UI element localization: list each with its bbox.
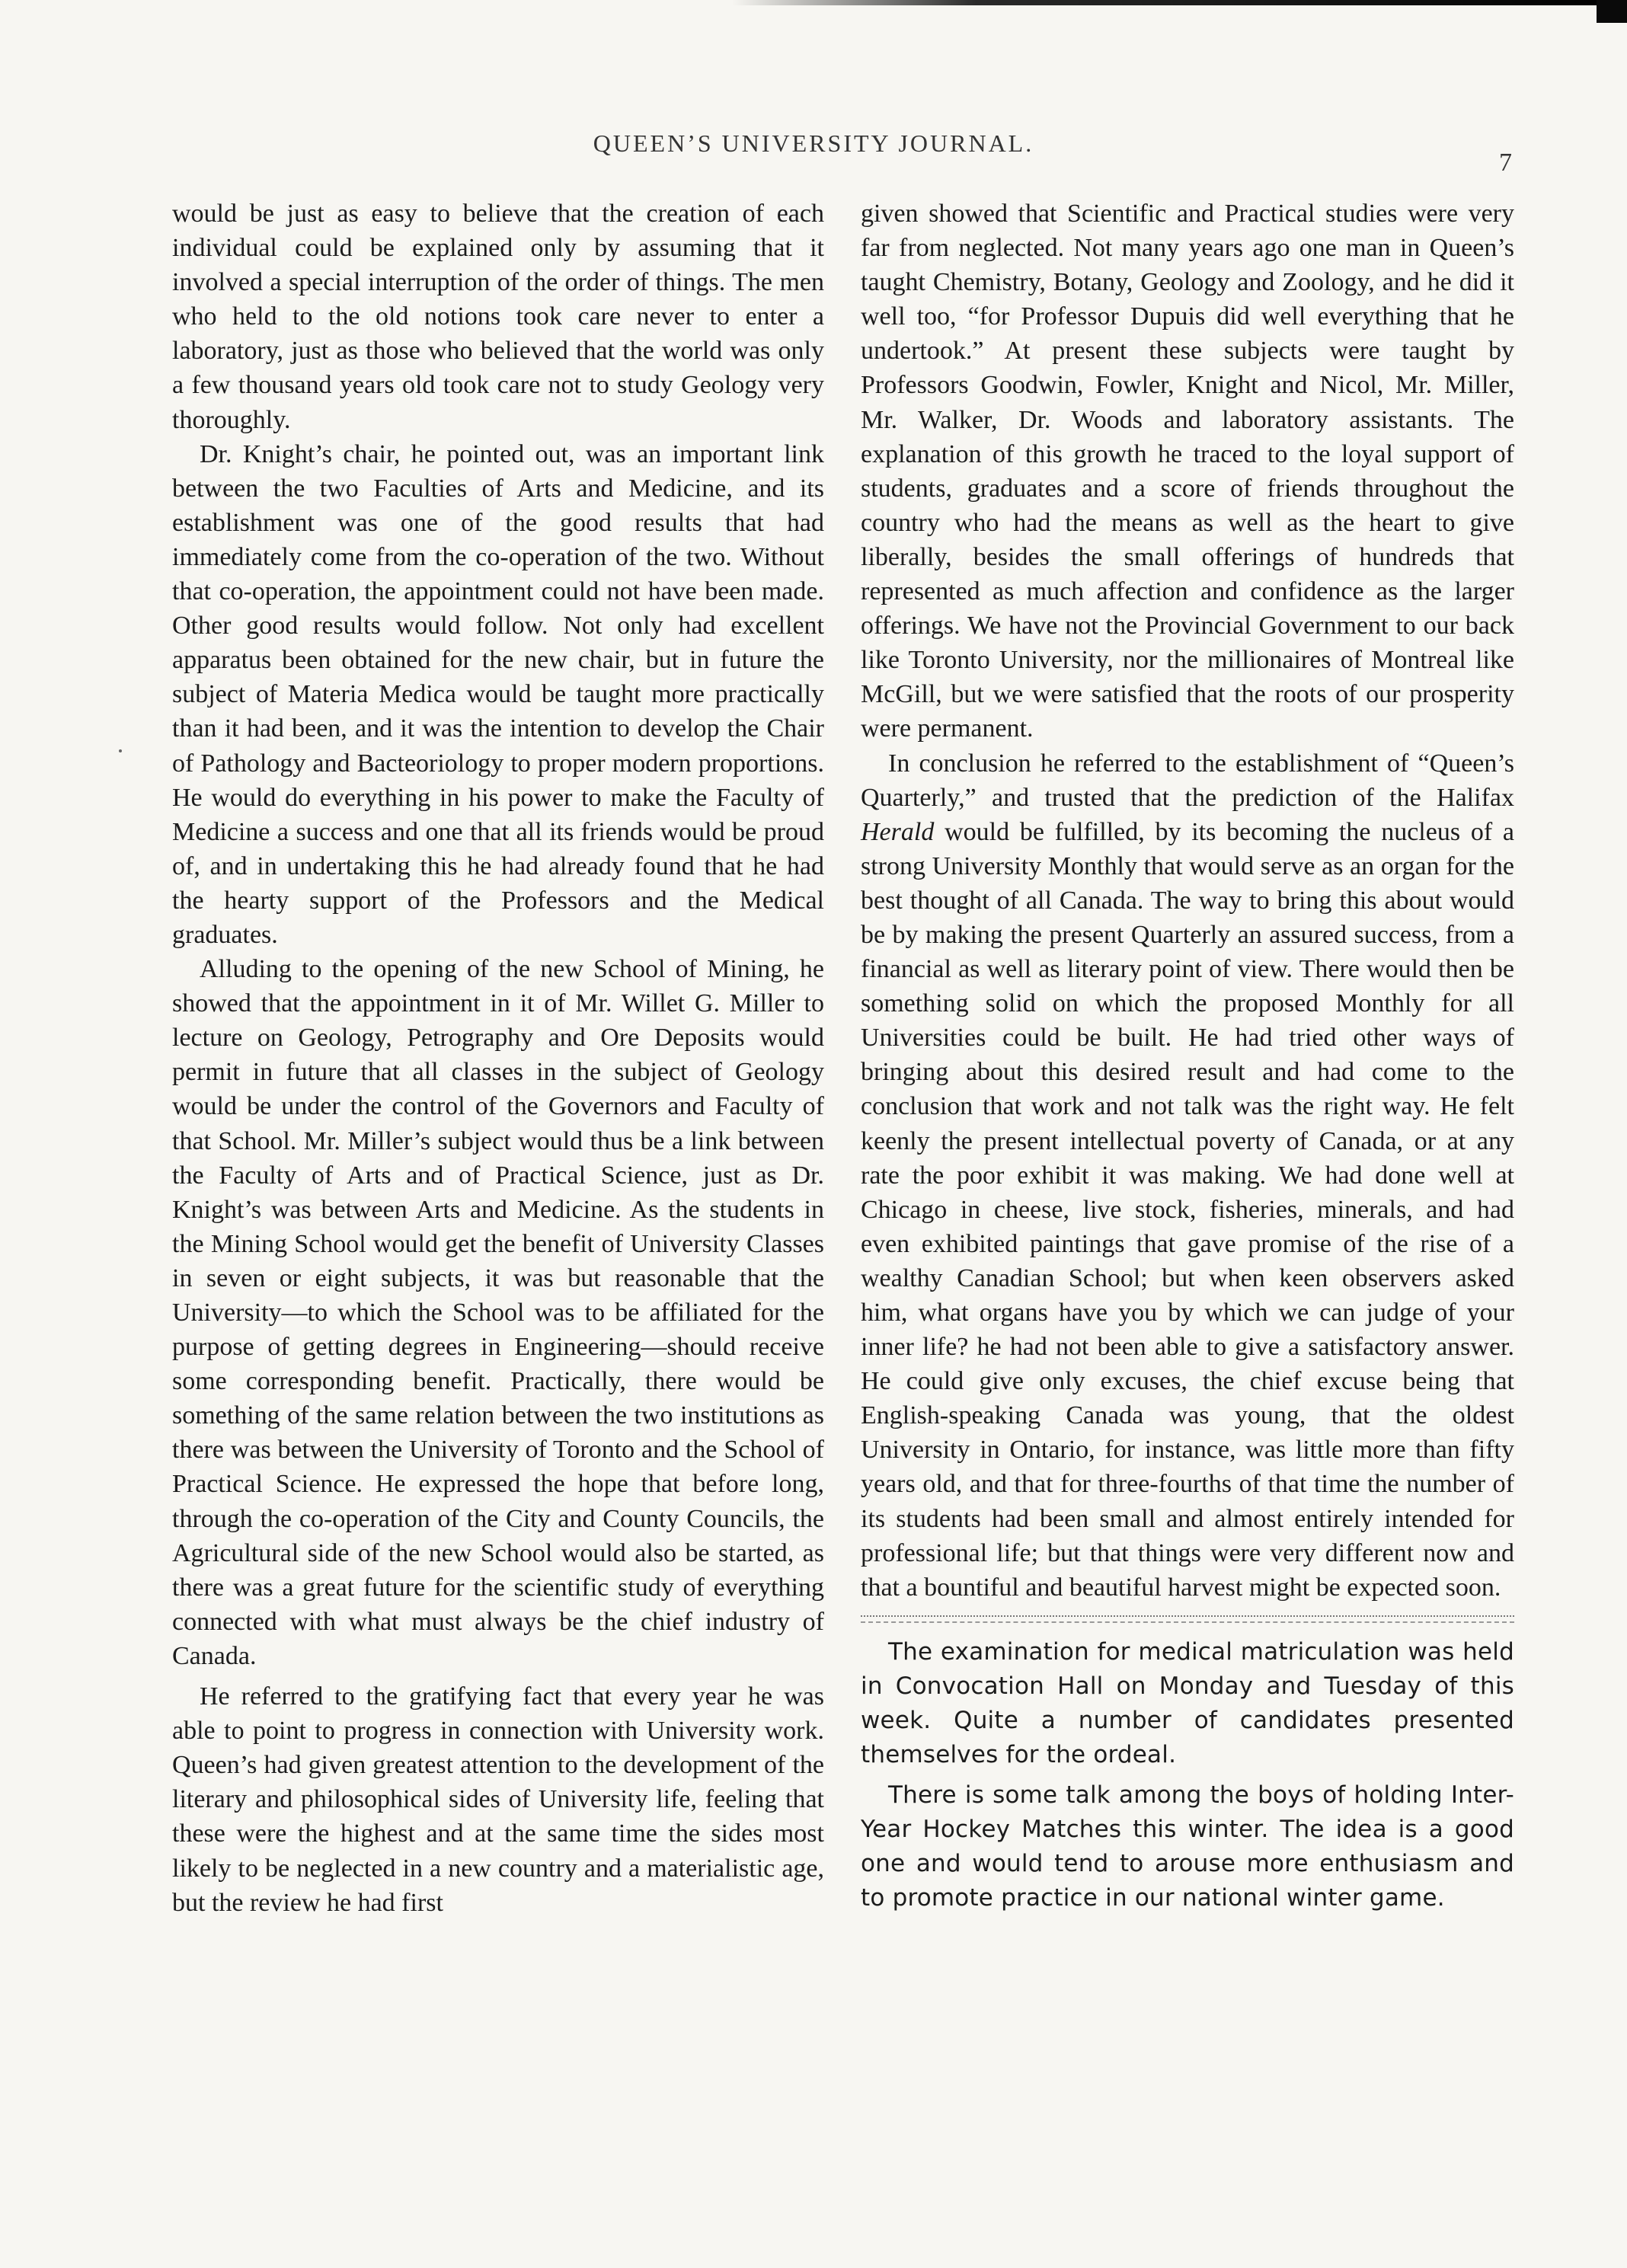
paragraph: Alluding to the opening of the new School of Mining, he showed that the appointment in it of Mr. Willet G. Miller to lecture on Geology, Petrography and Ore Deposits would permit in future that all classes in the subject of Geology would be under the control of the Governors and Faculty of that School. Mr. Miller’s subject would thus be a link between the Faculty of Arts and of Practical Science, just as Dr. Knight’s was between Arts and Medicine. As the students in the Mining School would get the benefit of University Classes in seven or eight subjects, it was but reasonable that the University—to which the School was to be affiliated for the purpose of getting degrees in Engineering—should receive some corresponding benefit. Practically, there would be something of the same relation between the two institutions as there was between the University of Toronto and the School of Practical Science. He expressed the hope that before long, through the co-operation of the City and County Councils, the Agricultural side of the new School would also be started, as there was a great future for the scientific study of everything connected with what must always be the chief industry of Canada. (172, 955, 824, 1670)
paragraph: Dr. Knight’s chair, he pointed out, was an important link between the two Faculties of Arts and Medicine, and its establishment was one of the good results that had immediately come from the co-operation of the two. Without that co-operation, the appointment could not have been made. Other good results would follow. Not only had excellent apparatus been obtained for the new chair, but in future the subject of Materia Medica would be taught more practically than it had been, and it was the intention to develop the Chair of Pathology and Bacteoriology to proper modern proportions. He would do everything in his power to make the Faculty of Medicine a success and one that all its friends would be proud of, and in undertaking this he had already found that he had the hearty support of the Professors and the Medical graduates. (172, 439, 824, 949)
news-note: There is some talk among the boys of holding Inter-Year Hockey Matches this winter. The idea is a good one and would tend to arouse more enthusiasm and to promote practice in our national winter game. (861, 1781, 1514, 1912)
paragraph: given showed that Scientific and Practical studies were very far from neglected. Not many years ago one man in Queen’s taught Chemistry, Botany, Geology and Zoology, and he did it well too, “for Professor Dupuis did well everything that he undertook.” At present these subjects were taught by Professors Goodwin, Fowler, Knight and Nicol, Mr. Miller, Mr. Walker, Dr. Woods and laboratory assistants. The explanation of this growth he traced to the loyal support of students, graduates and a score of friends throughout the country who had the means as well as the heart to give liberally, besides the small offerings of hundreds that represented as much affection and confidence as the larger offerings. We have not the Provincial Government to our back like Toronto University, nor the millionaires of Montreal like McGill, but we were satisfied that the roots of our prosperity were permanent. (861, 200, 1514, 743)
paragraph-conclusion (861, 746, 1514, 1605)
newspaper-title: Herald (861, 817, 935, 846)
news-notes (861, 1635, 1514, 1915)
left-column (172, 196, 824, 1920)
conclusion-text-a: In conclusion he referred to the establishment of “Queen’s Quarterly,” and trusted that the prediction of the Halifax (861, 749, 1514, 812)
paragraph: would be just as easy to believe that the creation of each individual could be explained only by assuming that it involved a special interruption of the order of things. The men who held to the old notions took care never to enter a laboratory, just as those who believed that the world was only a few thousand years old took care not to study Geology very thoroughly. (172, 200, 824, 434)
section-divider (861, 1615, 1514, 1623)
running-title: QUEEN’S UNIVERSITY JOURNAL. (593, 129, 1034, 157)
conclusion-text-b: would be fulfilled, by its becoming the nucleus of a strong University Monthly that would serve as an organ for the best thought of all Canada. The way to bring this about would be by making the present Quarterly an assured success, from a financial as well as literary point of view. There would then be something solid on which the proposed Monthly for all Universities could be built. He had tried other ways of bringing about this desired result and had come to the conclusion that work and not talk was the right way. He felt keenly the present intellectual poverty of Canada, or at any rate the poor exhibit it was making. We had done well at Chicago in cheese, live stock, fisheries, minerals, and had even exhibited paintings that gave promise of the rise of a wealthy Canadian School; but when keen observers asked him, what organs have you by which we can judge of your inner life? he had not been able to give a satisfactory answer. He could give only excuses, the chief excuse being that English-speaking Canada was young, that the oldest University in Ontario, for instance, was little more than fifty years old, and that for three-fourths of that time the number of its students had been small and almost entirely intended for professional life; but that things were very different now and that a bountiful and beautiful harvest might be expected soon. (861, 817, 1514, 1602)
page-corner-mark (1597, 0, 1627, 23)
paragraph: He referred to the gratifying fact that every year he was able to point to progress in connection with University work. Queen’s had given greatest attention to the development of the literary and philosophical sides of University life, feeling that these were the highest and at the same time the sides most likely to be neglected in a new country and a materialistic age, but the review he had first (172, 1682, 824, 1917)
margin-speck (119, 749, 122, 752)
news-note: The examination for medical matriculation was held in Convocation Hall on Monday and Tuesday of this week. Quite a number of candidates presented themselves for the ordeal. (861, 1637, 1514, 1768)
page-number: 7 (1499, 149, 1512, 177)
right-column (861, 196, 1514, 1915)
page-top-edge (0, 0, 1627, 5)
